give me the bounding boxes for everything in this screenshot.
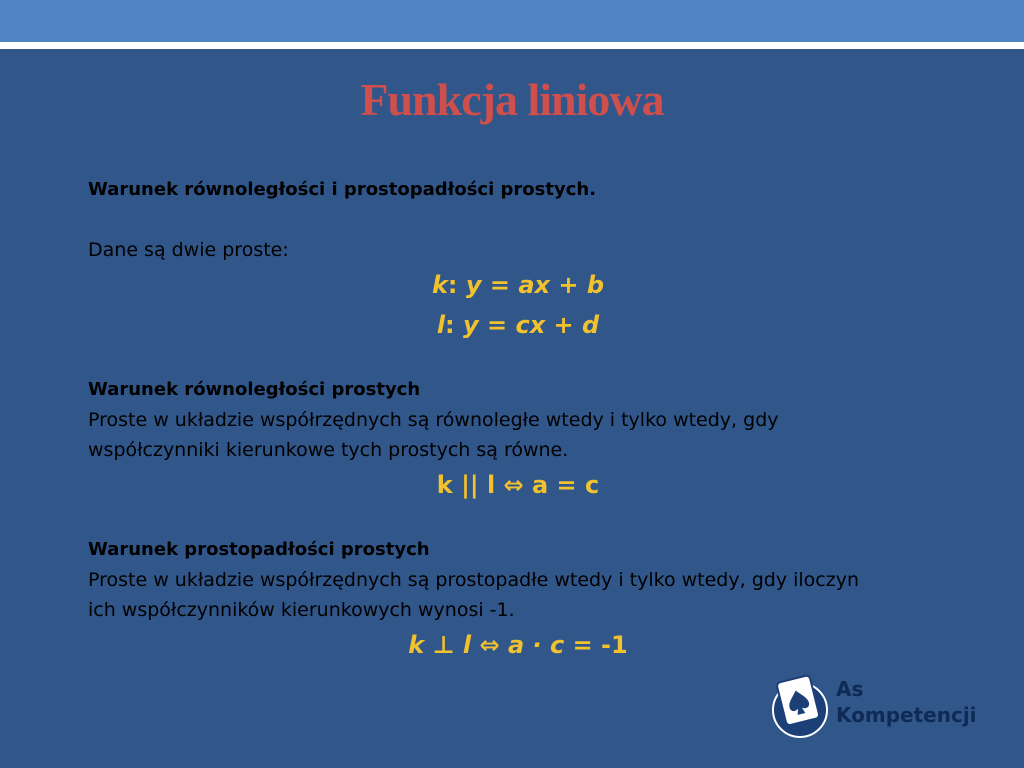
- slide-content: [88, 175, 948, 665]
- logo-text-line2: Kompetencji: [836, 703, 977, 727]
- header-band: [0, 0, 1024, 42]
- logo-text: [836, 676, 977, 728]
- perpendicular-formula-iff: ⇔: [471, 631, 508, 659]
- line-k-name: k: [431, 271, 448, 299]
- perpendicular-heading: Warunek prostopadłości prostych: [88, 539, 430, 560]
- perpendicular-formula-left: k ⊥ l: [408, 631, 472, 659]
- spade-card-icon: [770, 672, 832, 740]
- line-l-colon: :: [445, 311, 455, 339]
- slide-title: Funkcja liniowa: [360, 74, 664, 125]
- header-divider: [0, 42, 1024, 49]
- perpendicular-formula-product: a · c: [507, 631, 565, 659]
- given-text: Dane są dwie proste:: [88, 239, 289, 261]
- line-l-formula: [88, 305, 948, 345]
- intro-heading: Warunek równoległości i prostopadłości prostych.: [88, 179, 597, 200]
- line-k-equation: y = ax + b: [465, 271, 605, 299]
- logo-text-line1: As: [836, 677, 864, 701]
- perpendicular-text-line1: Proste w układzie współrzędnych są prostopadłe wtedy i tylko wtedy, gdy iloczyn: [88, 569, 859, 591]
- parallel-text-line2: współczynniki kierunkowe tych prostych są równe.: [88, 439, 569, 461]
- parallel-formula: k || l ⇔ a = c: [436, 471, 600, 499]
- parallel-text-line1: Proste w układzie współrzędnych są równoległe wtedy i tylko wtedy, gdy: [88, 409, 779, 431]
- line-l-equation: y = cx + d: [463, 311, 600, 339]
- parallel-heading: Warunek równoległości prostych: [88, 379, 421, 400]
- perpendicular-formula-right: = -1: [564, 631, 628, 659]
- perpendicular-formula: [88, 625, 948, 665]
- line-l-name: l: [436, 311, 446, 339]
- line-k-formula: [88, 265, 948, 305]
- line-k-colon: :: [447, 271, 458, 299]
- perpendicular-text-line2: ich współczynników kierunkowych wynosi -1.: [88, 599, 515, 621]
- as-kompetencji-logo: [770, 666, 1000, 746]
